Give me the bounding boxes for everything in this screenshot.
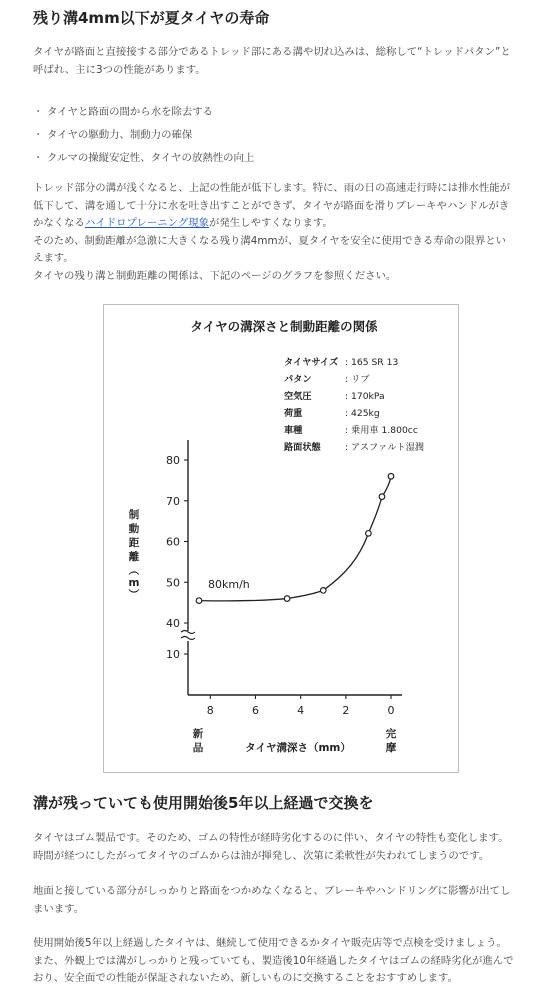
spec-value: : 425kg [345, 408, 380, 419]
spec-label: 路面状態 [284, 442, 321, 453]
x-tick-label: 4 [297, 704, 305, 717]
x-end-label-char: 完 [385, 728, 397, 740]
y-tick-label: 70 [166, 494, 180, 508]
x-end-label-char: 品 [192, 742, 204, 754]
y-axis-label-char: ） [127, 588, 139, 600]
list-item-text: クルマの操縦安定性、タイヤの放熱性の向上 [47, 152, 255, 164]
body-line: タイヤはゴム製品です。そのため、ゴムの特性が経時劣化するのに伴い、タイヤの特性も変化します。 [33, 832, 509, 844]
axis-break-mark [181, 631, 195, 640]
spec-value: : アスファルト湿潤 [345, 442, 424, 453]
data-point [196, 598, 202, 604]
body-paragraph [33, 180, 527, 285]
spec-label: 荷重 [284, 408, 303, 419]
spec-value: : 165 SR 13 [345, 357, 399, 368]
spec-label: 空気圧 [284, 391, 312, 402]
data-point [320, 588, 326, 594]
spec-value: : 乗用車 1.800cc [345, 425, 418, 436]
body-line: 地面と接している部分がしっかりと路面をつかめなくなると、ブレーキやハンドリングに影響が出てし [33, 885, 511, 897]
braking-distance-chart [104, 305, 460, 774]
age-paragraph-3 [33, 935, 527, 988]
y-tick-label: 80 [166, 454, 180, 467]
intro-paragraph [33, 44, 527, 79]
bullet-dot-icon: ・ [33, 106, 44, 118]
body-line: そのため、制動距離が急激に大きくなる残り溝4mmが、夏タイヤを安全に使用できる寿命の限界とい [33, 234, 507, 247]
spec-label: 車種 [284, 425, 303, 436]
body-line: おり、安全面での性能が保証されないため、新しいものに交換することをおすすめします。 [33, 972, 458, 984]
list-item [33, 101, 527, 124]
y-axis-label-char: 制 [128, 509, 140, 521]
y-axis-label-char: 離 [128, 551, 140, 563]
x-axis-end-worn [385, 727, 397, 754]
y-tick-label: 60 [166, 535, 180, 549]
data-point [388, 474, 394, 480]
performance-list [33, 101, 527, 170]
body-line: 時間が経つにしたがってタイヤのゴムからは油が揮発し、次第に柔軟性が失われてしまうのです。 [33, 849, 490, 862]
list-item-text: タイヤの駆動力、制動力の確保 [47, 129, 193, 141]
x-end-label-char: 摩 [385, 742, 397, 754]
y-axis-label-char: 距 [128, 537, 140, 549]
body-line: 使用開始後5年以上経過したタイヤは、継続して使用できるかタイヤ販売店等で点検を受けましょう。 [33, 937, 507, 949]
y-axis-label-char: 動 [128, 523, 140, 535]
intro-line: タイヤが路面と直接接する部分であるトレッド部にある溝や切れ込みは、総称して“トレッドパタン”と [33, 46, 511, 58]
body-line: まいます。 [33, 902, 85, 915]
hydroplaning-link[interactable]: ハイドロプレーニング現象 [84, 217, 210, 229]
x-tick-label: 6 [251, 704, 259, 717]
body-line: トレッド部分の溝が浅くなると、上記の性能が低下します。特に、雨の日の高速走行時には排水性能が [33, 182, 511, 194]
y-tick-label: 50 [166, 576, 180, 590]
body-line: が発生しやすくなります。 [209, 217, 333, 229]
list-item-text: タイヤと路面の間から水を除去する [47, 106, 214, 118]
list-item [33, 147, 527, 170]
y-tick-label: 10 [166, 648, 180, 661]
spec-table [283, 356, 424, 453]
speed-annotation: 80km/h [208, 578, 250, 591]
spec-value: : リブ [345, 374, 370, 385]
body-line: 低下して、溝を通して十分に水を吐き出すことができず、タイヤが路面を滑りブレーキやハンドルがき [33, 199, 510, 212]
bullet-dot-icon: ・ [33, 152, 44, 164]
y-tick-label: 40 [166, 617, 180, 630]
x-axis-end-new [193, 727, 204, 754]
chart-ticks [166, 454, 395, 717]
section-heading-age-replacement: 溝が残っていても使用開始後5年以上経過で交換を [33, 794, 374, 812]
spec-label: タイヤサイズ [284, 357, 339, 368]
x-tick-label: 2 [342, 704, 350, 717]
bullet-dot-icon: ・ [33, 129, 44, 141]
body-line: えます。 [33, 252, 74, 264]
age-paragraph-1 [33, 830, 527, 865]
list-item [33, 124, 527, 147]
x-end-label-char: 新 [192, 728, 204, 740]
data-point [284, 596, 290, 602]
age-paragraph-2 [33, 883, 527, 918]
spec-value: : 170kPa [345, 391, 385, 402]
y-axis-label [127, 508, 140, 599]
y-axis-label-char: （ [127, 564, 139, 576]
chart-title: タイヤの溝深さと制動距離の関係 [190, 319, 378, 334]
data-point [379, 494, 385, 500]
body-line: また、外観上では溝がしっかりと残っていても、製造後10年経過したタイヤはゴムの経時劣化が進んで [33, 954, 514, 967]
body-line: かなくなる [33, 217, 85, 229]
section-heading-tread-life: 残り溝4mm以下が夏タイヤの寿命 [33, 9, 270, 27]
y-axis-label-char: m [128, 577, 140, 589]
spec-label: パタン [284, 374, 312, 385]
x-tick-label: 8 [206, 704, 214, 717]
intro-line: 呼ばれ、主に3つの性能があります。 [33, 63, 206, 76]
braking-distance-figure [103, 304, 459, 773]
data-point [366, 531, 372, 537]
chart-axes [181, 440, 402, 695]
x-axis-label: タイヤ溝深さ（mm） [245, 742, 351, 754]
body-line: タイヤの残り溝と制動距離の関係は、下記のページのグラフを参照ください。 [33, 269, 397, 282]
x-tick-label: 0 [387, 704, 395, 717]
